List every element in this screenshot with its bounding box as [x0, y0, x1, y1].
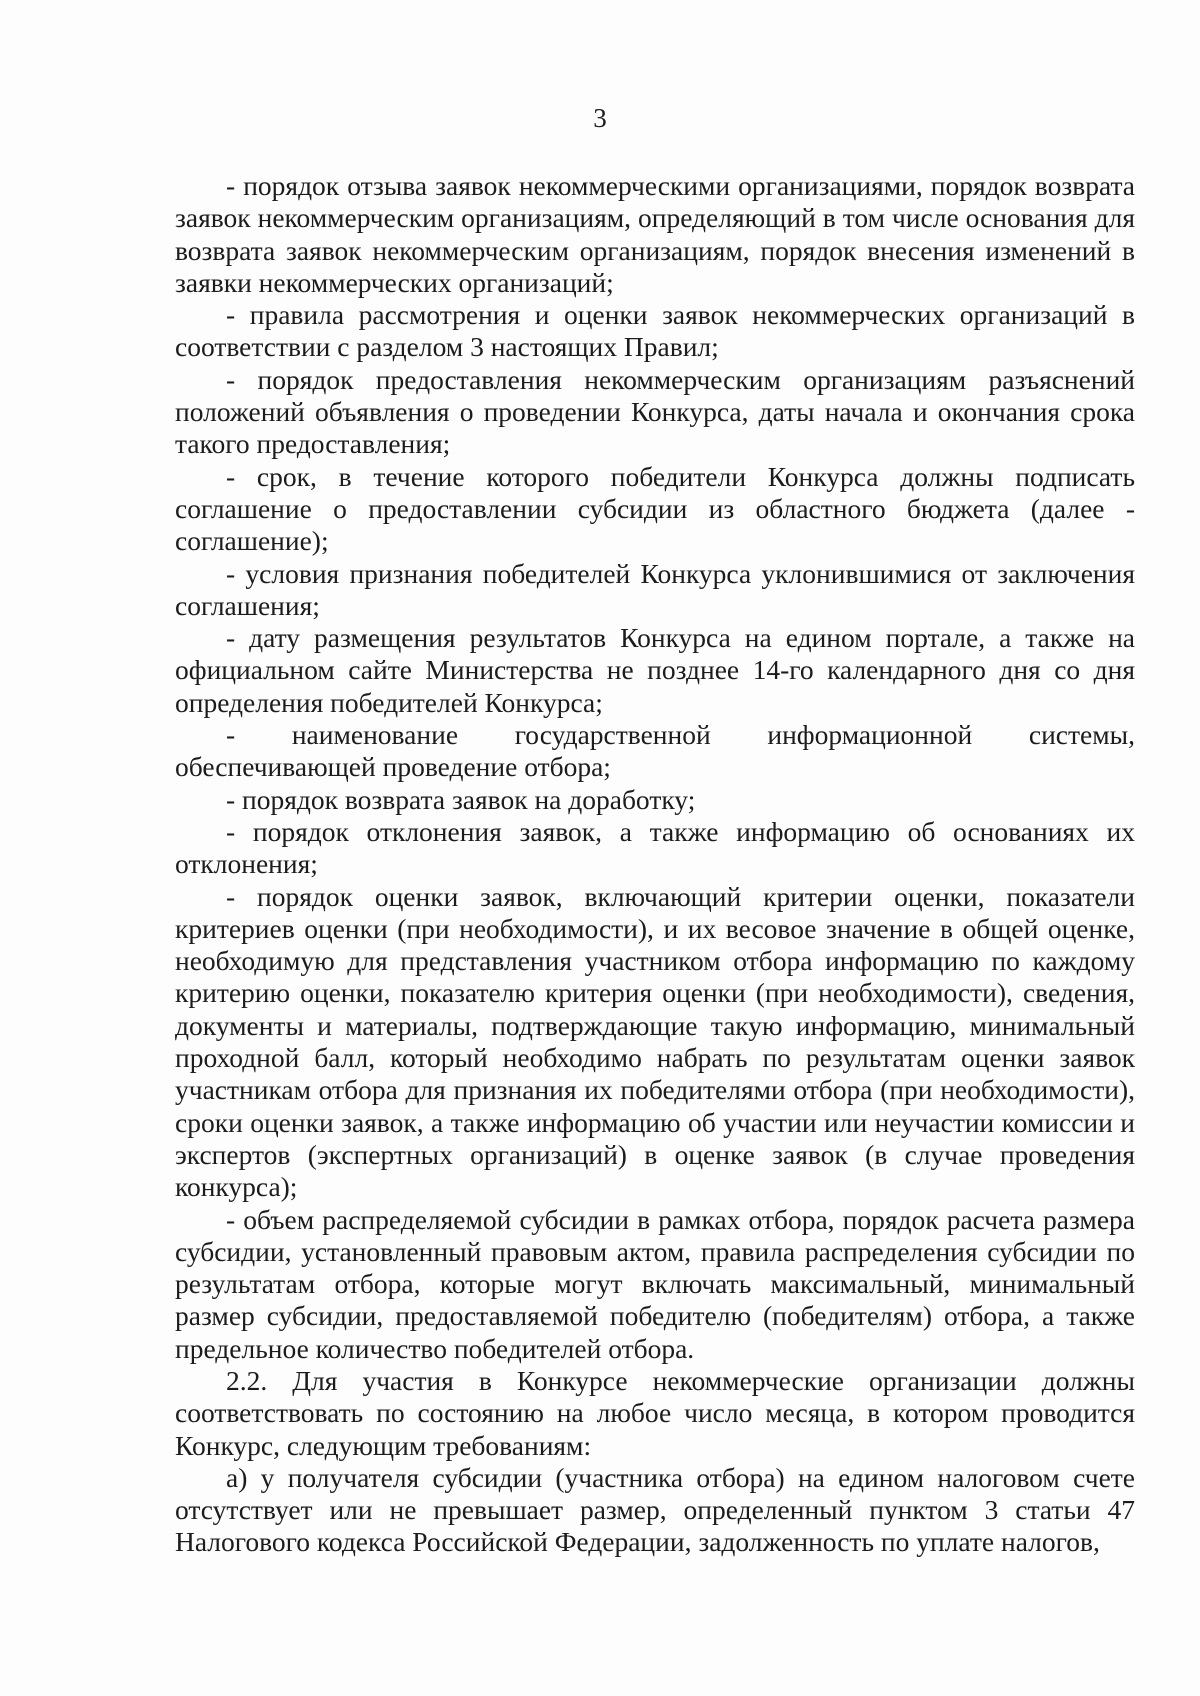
paragraph-clarifications: - порядок предоставления некоммерческим организациям разъяснений положений объявления о проведении Конкурса, даты начала и окончания срока такого предоставления; — [175, 363, 1135, 460]
paragraph-evasion-conditions: - условия признания победителей Конкурса уклонившимися от заключения соглашения; — [175, 557, 1135, 621]
paragraph-item-a: а) у получателя субсидии (участника отбора) на едином налоговом счете отсутствует или не превышает размер, определенный пунктом 3 статьи 47 Налогового кодекса Российской Федерации, задолженность по уплате налогов, — [175, 1461, 1135, 1558]
page-number: 3 — [593, 103, 607, 133]
paragraph-information-system: - наименование государственной информационной системы, обеспечивающей проведение отбора; — [175, 719, 1135, 783]
paragraph-section-2-2: 2.2. Для участия в Конкурсе некоммерческие организации должны соответствовать по состоянию на любое число месяца, в котором проводится Конкурс, следующим требованиям: — [175, 1364, 1135, 1461]
paragraph-return-for-revision: - порядок возврата заявок на доработку; — [226, 783, 696, 815]
paragraph-rejection-procedure: - порядок отклонения заявок, а также информацию об основаниях их отклонения; — [175, 815, 1135, 880]
document-body — [175, 170, 1135, 1559]
paragraph-subsidy-volume: - объем распределяемой субсидии в рамках отбора, порядок расчета размера субсидии, установленный правовым актом, правила распределения субсидии по результатам отбора, которые могут включать максимальный, минимальный размер субсидии, предоставляемой победителю (победителям) отбора, а также предельное количество победителей отбора. — [175, 1203, 1135, 1364]
paragraph-evaluation-procedure: - порядок оценки заявок, включающий критерии оценки, показатели критериев оценки (при необходимости), и их весовое значение в общей оценке, необходимую для представления участником отбора информацию по каждому критерию оценки, показателю критерия оценки (при необходимости), сведения, документы и материалы, подтверждающие такую информацию, минимальный проходной балл, который необходимо набрать по результатам оценки заявок участникам отбора для признания их победителями отбора (при необходимости), сроки оценки заявок, а также информацию об участии или неучастии комиссии и экспертов (экспертных организаций) в оценке заявок (в случае проведения конкурса); — [175, 880, 1135, 1203]
paragraph-review-rules: - правила рассмотрения и оценки заявок некоммерческих организаций в соответствии с разделом 3 настоящих Правил; — [175, 299, 1135, 363]
paragraph-results-publication: - дату размещения результатов Конкурса на едином портале, а также на официальном сайте Министерства не позднее 14-го календарного дня со дня определения победителей Конкурса; — [175, 622, 1135, 718]
paragraph-signing-deadline: - срок, в течение которого победители Конкурса должны подписать соглашение о предоставлении субсидии из областного бюджета (далее - соглашение); — [175, 460, 1135, 557]
paragraph-withdrawal-procedure: - порядок отзыва заявок некоммерческими организациями, порядок возврата заявок некоммерческим организациям, определяющий в том числе основания для возврата заявок некоммерческим организациям, порядок внесения изменений в заявки некоммерческих организаций; — [175, 170, 1135, 298]
